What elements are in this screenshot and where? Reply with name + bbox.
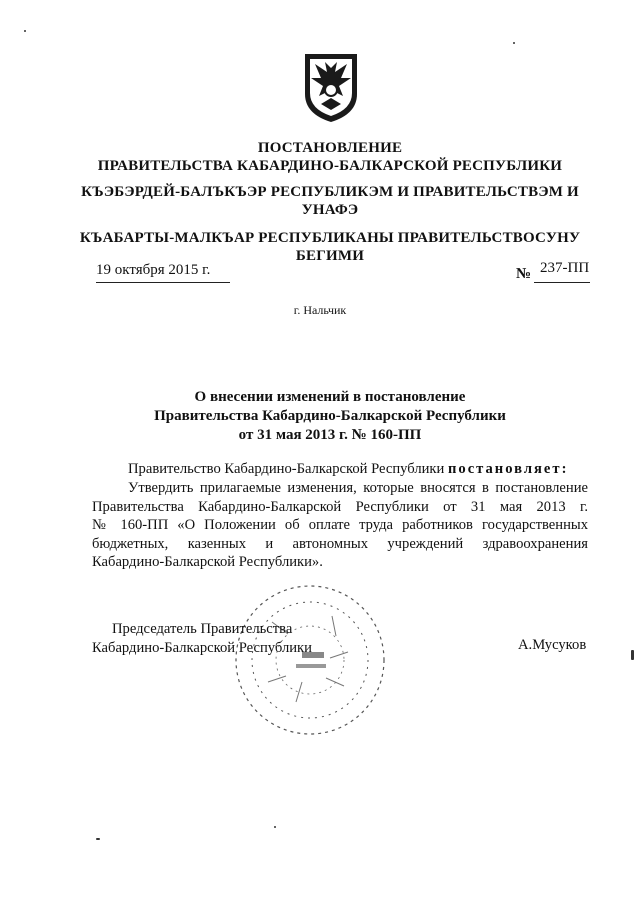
paragraph-line: № 160-ПП «О Положении об оплате труда работников государственных: [92, 517, 588, 533]
issuer-heading: ПРАВИТЕЛЬСТВА КАБАРДИНО-БАЛКАРСКОЙ РЕСПУБЛИКИ: [97, 158, 563, 174]
resolution-intro: [92, 460, 588, 479]
scan-speck: [274, 826, 276, 828]
number-underline: [534, 282, 590, 283]
document-number: 237-ПП: [540, 260, 590, 276]
document-title-line2: Правительства Кабардино-Балкарской Республики: [154, 408, 506, 424]
official-seal-stamp: [232, 582, 388, 738]
issuer-heading-kabardian: КЪЭБЭРДЕЙ-БАЛЪКЪЭР РЕСПУБЛИКЭМ И ПРАВИТЕЛЬСТВЭМ И: [81, 184, 579, 200]
paragraph-line: бюджетных, казенных и автономных учреждений здравоохранения: [92, 535, 588, 552]
document-title-line3: от 31 мая 2013 г. № 160-ПП: [238, 427, 422, 443]
resolution-paragraph: [92, 479, 588, 572]
scan-speck: [96, 838, 100, 840]
signatory-position-line1: Председатель Правительства: [112, 621, 293, 637]
issuer-heading-kabardian-cont: УНАФЭ: [301, 202, 359, 218]
scan-speck: [513, 42, 515, 44]
signatory-name: А.Мусуков: [518, 637, 587, 653]
paragraph-line: Утвердить прилагаемые изменения, которые вносятся в постановление: [128, 480, 588, 496]
document-date: 19 октября 2015 г.: [96, 262, 211, 278]
scan-speck: [631, 650, 634, 660]
city: г. Нальчик: [293, 303, 347, 317]
paragraph-line: Правительства Кабардино-Балкарской Республики от 31 мая 2013 г.: [92, 498, 588, 515]
signatory-position-line2: Кабардино-Балкарской Республики: [92, 640, 312, 656]
intro-text: Правительство Кабардино-Балкарской Республики: [128, 461, 448, 477]
doc-type-heading: ПОСТАНОВЛЕНИЕ: [257, 140, 403, 156]
issuer-heading-balkar-cont: БЕГИМИ: [295, 248, 365, 264]
date-underline: [96, 282, 230, 283]
coat-of-arms-emblem: [301, 50, 361, 124]
number-sign: №: [516, 266, 532, 282]
issuer-heading-balkar: КЪАБАРТЫ-МАЛКЪАР РЕСПУБЛИКАНЫ ПРАВИТЕЛЬСТВОСУНУ: [79, 230, 581, 246]
scan-speck: [24, 30, 26, 32]
document-title-line1: О внесении изменений в постановление: [194, 389, 466, 405]
paragraph-line: Кабардино-Балкарской Республики».: [92, 554, 323, 570]
intro-resolves: постановляет:: [447, 461, 569, 477]
